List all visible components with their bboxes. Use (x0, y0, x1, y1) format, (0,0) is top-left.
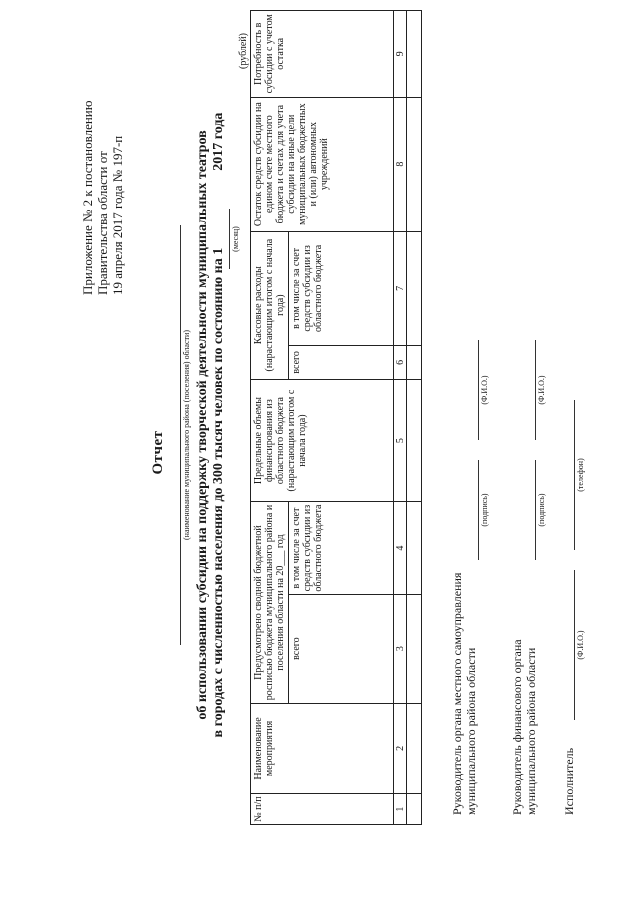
head-finance-name: (Ф.И.О.) (535, 340, 546, 440)
table-cell (407, 11, 422, 98)
report-table (250, 10, 422, 825)
appendix-line-3: 19 апреля 2017 года № 197-п (110, 135, 125, 295)
header-subsidy-need: Потребность в субсидии с учетом остатка (251, 11, 394, 98)
table-cell (407, 346, 422, 380)
header-cash-total: всего (289, 346, 394, 380)
head-local-line-2: муниципального района области (464, 647, 478, 815)
header-subsidy-balance: Остаток средств субсидии на едином счете местного бюджета и счетах для учета субсидии на иные цели муниципальных бюджетных и (или) автономных учреждений (251, 97, 394, 231)
column-number: 9 (394, 11, 407, 98)
executor-phone: (телефон) (574, 400, 585, 550)
appendix-line-1: Приложение № 2 к постановлению (80, 100, 95, 295)
header-cash-subsidy: в том числе за счет средств субсидии из областного бюджета (289, 231, 394, 345)
subtitle-line-2-b: 2017 года (211, 112, 226, 171)
column-number: 4 (394, 502, 407, 594)
column-number: 7 (394, 231, 407, 345)
currency-note: (рублей) (238, 32, 249, 69)
appendix-note (80, 15, 125, 295)
header-cash-expenses: Кассовые расходы (нарастающим итогом с начала года) (251, 231, 289, 379)
head-finance-line-1: Руководитель финансового органа (510, 639, 524, 815)
empty-data-row (407, 11, 422, 825)
head-local-label (450, 435, 478, 815)
header-budget-subsidy: в том числе за счет средств субсидии из областного бюджета (289, 502, 394, 594)
column-number: 3 (394, 594, 407, 703)
header-event-name: Наименование мероприятия (251, 703, 394, 794)
header-funding-limits: Предельные объемы финансирования из областного бюджета (нарастающим итогом с начала года) (251, 379, 394, 502)
head-local-line-1: Руководитель органа местного самоуправления (450, 572, 464, 815)
subtitle-line-2-a: в городах с численностью населения до 300 тысяч человек по состоянию на 1 (211, 247, 226, 738)
head-local-name: (Ф.И.О.) (478, 340, 489, 440)
table-cell (407, 97, 422, 231)
header-budget-total: всего (289, 594, 394, 703)
subtitle-line-1: об использовании субсидии на поддержку творческой деятельности муниципальных театров (195, 130, 210, 720)
table-cell (407, 231, 422, 345)
table-cell (407, 502, 422, 594)
document-title: Отчет (150, 430, 166, 475)
table-cell (407, 379, 422, 502)
table-cell (407, 703, 422, 794)
executor-label: Исполнитель (562, 747, 576, 815)
appendix-line-2: Правительства области от (95, 151, 110, 295)
header-budget-planned: Предусмотрено сводной бюджетной росписью бюджета муниципального района и поселения области на 20___ год (251, 502, 289, 703)
head-finance-label (510, 515, 538, 815)
column-number: 1 (394, 794, 407, 825)
document-subtitle (195, 45, 227, 805)
head-local-sign: (подпись) (478, 460, 489, 560)
head-finance-sign: (подпись) (535, 460, 546, 560)
column-number: 8 (394, 97, 407, 231)
municipal-caption: (наименование муниципального района (поселения) области) (180, 225, 191, 645)
table-cell (407, 594, 422, 703)
column-number: 5 (394, 379, 407, 502)
subtitle-line-2 (211, 45, 227, 805)
executor-name: (Ф.И.О.) (574, 570, 585, 720)
table-cell (407, 794, 422, 825)
column-number: 6 (394, 346, 407, 380)
head-finance-line-2: муниципального района области (524, 647, 538, 815)
column-number: 2 (394, 703, 407, 794)
header-num: № п/п (251, 794, 394, 825)
column-numbers-row (394, 11, 407, 825)
month-caption: (месяц) (229, 209, 240, 269)
